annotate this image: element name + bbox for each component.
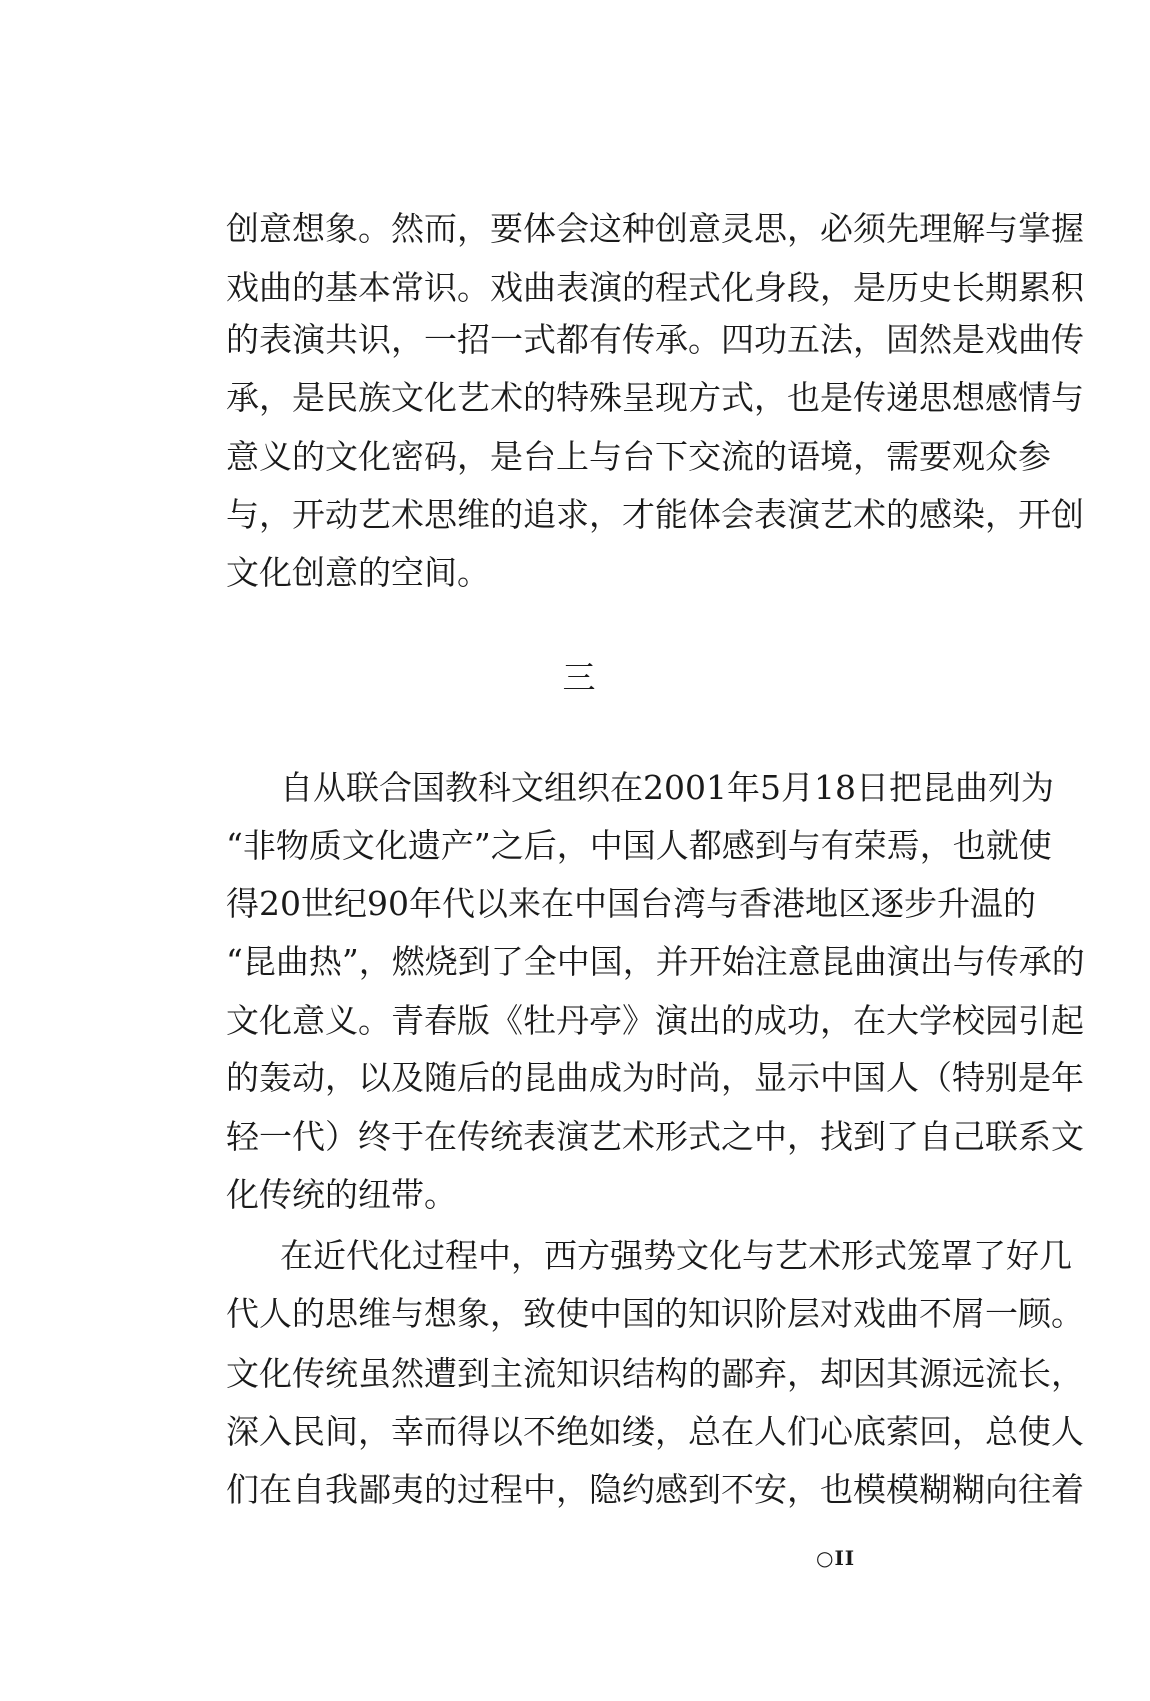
- text-line: 自从联合国教科文组织在2001年5月18日把昆曲列为: [280, 768, 1054, 807]
- text-line: “昆曲热”，燃烧到了全中国，并开始注意昆曲演出与传承的: [226, 942, 1085, 981]
- text-line: “非物质文化遗产”之后，中国人都感到与有荣焉，也就使: [226, 826, 1052, 865]
- text-line: 得20世纪90年代以来在中国台湾与香港地区逐步升温的: [226, 884, 1036, 923]
- section-heading: 三: [562, 658, 596, 697]
- text-line: 代人的思维与想象，致使中国的知识阶层对戏曲不屑一顾。: [226, 1294, 1084, 1333]
- text-line: 文化意义。青春版《牡丹亭》演出的成功，在大学校园引起: [226, 1001, 1084, 1040]
- text-line: 深入民间，幸而得以不绝如缕，总在人们心底萦回，总使人: [226, 1412, 1084, 1451]
- text-line: 轻一代）终于在传统表演艺术形式之中，找到了自己联系文: [226, 1117, 1084, 1156]
- text-line: 戏曲的基本常识。戏曲表演的程式化身段，是历史长期累积: [226, 268, 1084, 307]
- page-number: ○II: [816, 1546, 856, 1570]
- text-line: 在近代化过程中，西方强势文化与艺术形式笼罩了好几: [280, 1236, 1072, 1275]
- text-line: 承，是民族文化艺术的特殊呈现方式，也是传递思想感情与: [226, 378, 1084, 417]
- text-line: 文化创意的空间。: [226, 553, 490, 592]
- text-line: 化传统的纽带。: [226, 1175, 457, 1214]
- text-line: 创意想象。然而，要体会这种创意灵思，必须先理解与掌握: [226, 209, 1084, 248]
- text-line: 的轰动，以及随后的昆曲成为时尚，显示中国人（特别是年: [226, 1058, 1084, 1097]
- text-line: 意义的文化密码，是台上与台下交流的语境，需要观众参: [226, 437, 1051, 476]
- text-line: 文化传统虽然遭到主流知识结构的鄙弃，却因其源远流长，: [226, 1354, 1084, 1393]
- text-line: 与，开动艺术思维的追求，才能体会表演艺术的感染，开创: [226, 495, 1084, 534]
- text-line: 的表演共识，一招一式都有传承。四功五法，固然是戏曲传: [226, 320, 1084, 359]
- text-line: 们在自我鄙夷的过程中，隐约感到不安，也模模糊糊向往着: [226, 1470, 1084, 1509]
